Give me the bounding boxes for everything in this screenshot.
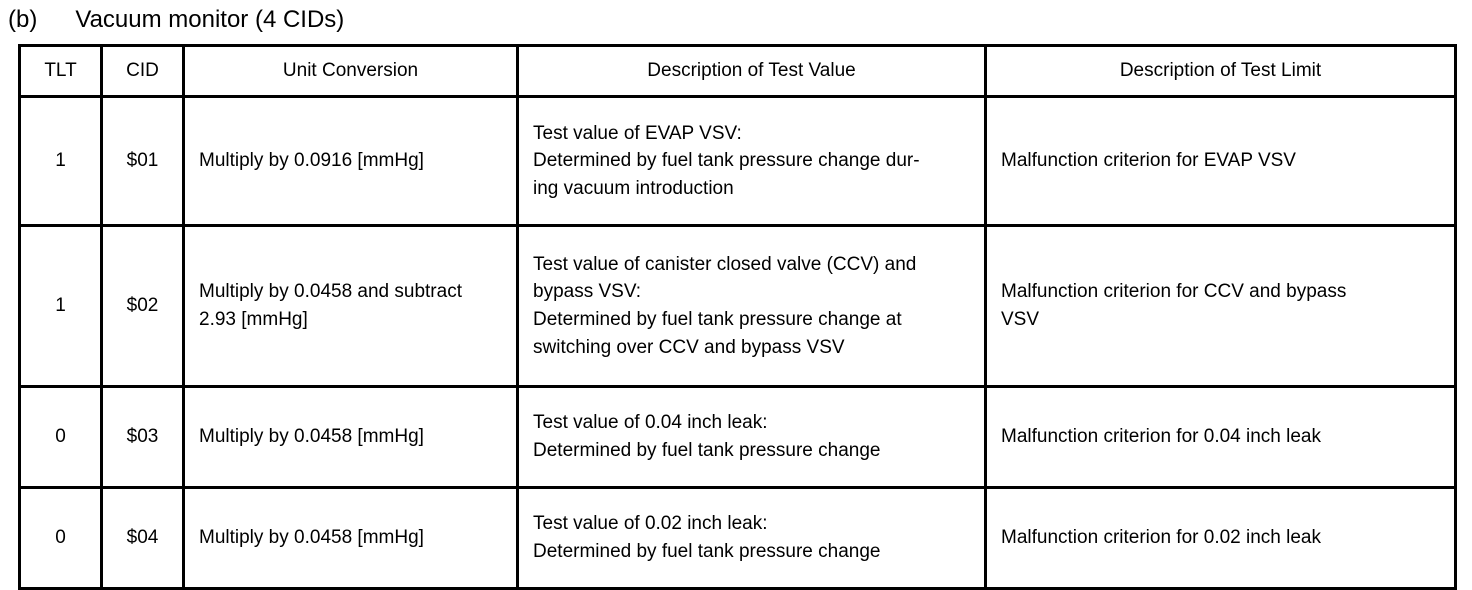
text-line: switching over CCV and bypass VSV [533,336,845,358]
cell-test-value [518,97,986,226]
cell-test-limit [986,488,1456,589]
text-line: 2.93 [mmHg] [199,309,308,330]
column-header-description-of-test-value: Description of Test Value [518,46,986,97]
column-header-tlt: TLT [20,46,102,97]
column-header-description-of-test-limit: Description of Test Limit [986,46,1456,97]
cell-cid: $04 [102,488,184,589]
cell-test-limit [986,387,1456,488]
text-line: Multiply by 0.0458 [mmHg] [199,426,424,448]
text-line: VSV [1001,309,1040,330]
text-line: ing vacuum introduction [533,177,734,199]
text-line: Malfunction criterion for CCV and bypass [1001,281,1347,303]
text-line: Test value of EVAP VSV: [533,122,742,144]
text-line: Malfunction criterion for 0.04 inch leak [1001,426,1321,448]
cell-unit-conversion [184,226,518,387]
cell-unit-conversion [184,97,518,226]
cell-cid: $01 [102,97,184,226]
table-row [20,226,1456,387]
text-line: Determined by fuel tank pressure change [533,541,881,562]
text-line: Multiply by 0.0458 [mmHg] [199,527,424,549]
table-row [20,97,1456,226]
table-header [20,46,1456,97]
cell-test-limit [986,226,1456,387]
cell-tlt: 0 [20,488,102,589]
text-line: Multiply by 0.0458 and subtract [199,281,462,303]
table-row [20,488,1456,589]
cell-unit-conversion [184,387,518,488]
cell-cid: $02 [102,226,184,387]
text-line: Test value of 0.04 inch leak: [533,412,768,434]
text-line: Determined by fuel tank pressure change [533,440,881,461]
cell-tlt: 1 [20,97,102,226]
text-line: bypass VSV: [533,281,642,303]
cell-tlt: 0 [20,387,102,488]
text-line: Determined by fuel tank pressure change at [533,309,902,330]
cell-test-value [518,387,986,488]
cell-test-value [518,488,986,589]
column-header-unit-conversion: Unit Conversion [184,46,518,97]
cell-tlt: 1 [20,226,102,387]
cell-test-limit [986,97,1456,226]
column-header-cid: CID [102,46,184,97]
table-header-row [20,46,1456,97]
figure-caption [0,0,1472,44]
text-line: Malfunction criterion for EVAP VSV [1001,150,1296,172]
table-row [20,387,1456,488]
cell-cid: $03 [102,387,184,488]
caption-label: (b) [8,6,38,33]
text-line: Malfunction criterion for 0.02 inch leak [1001,527,1321,549]
caption-text: Vacuum monitor (4 CIDs) [75,6,345,33]
text-line: Multiply by 0.0916 [mmHg] [199,150,424,172]
cell-unit-conversion [184,488,518,589]
cell-test-value [518,226,986,387]
vacuum-monitor-table [18,44,1457,590]
text-line: Determined by fuel tank pressure change dur- [533,150,920,172]
text-line: Test value of canister closed valve (CCV) and [533,253,917,275]
text-line: Test value of 0.02 inch leak: [533,513,768,535]
table-body [20,97,1456,589]
